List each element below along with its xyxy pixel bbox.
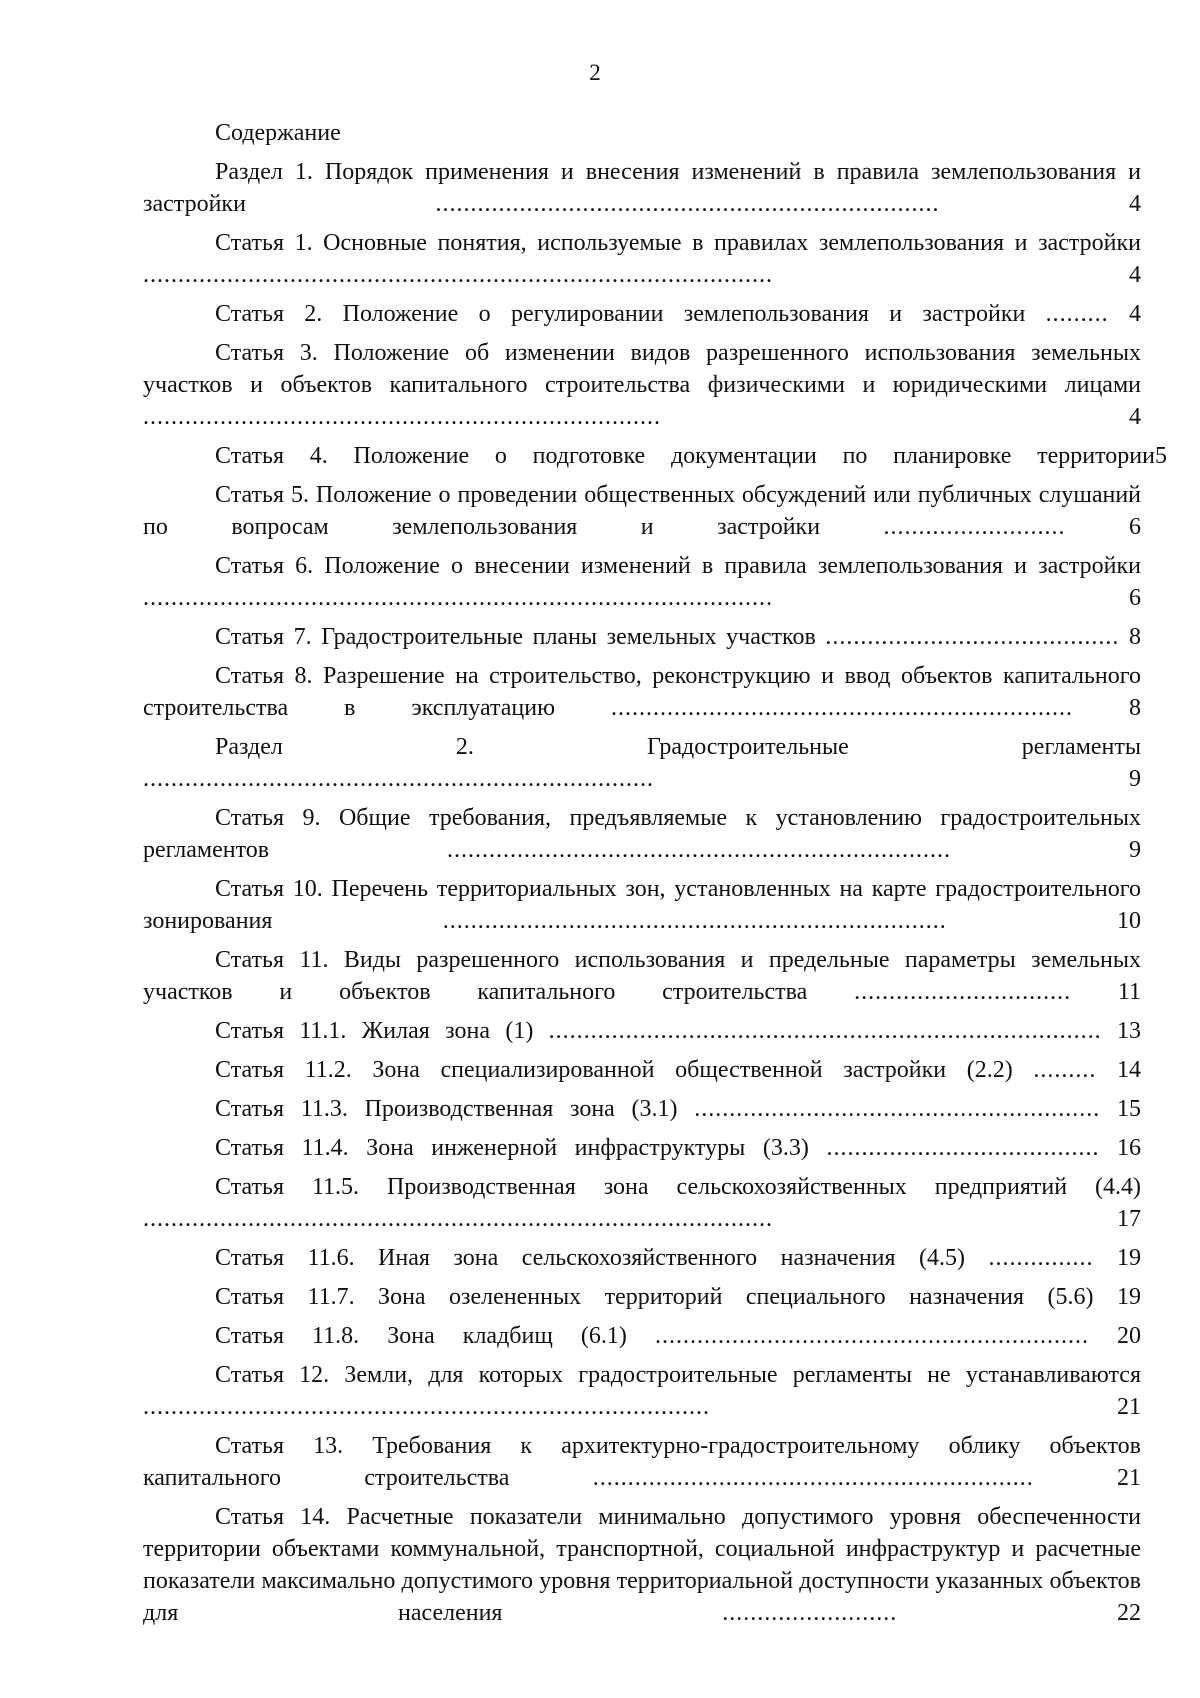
toc-entry-title: Статья 11.8. Зона кладбищ (6.1)	[215, 1323, 627, 1349]
toc-leader-dots: ..............................................................	[654, 1323, 1089, 1349]
toc-entry-title: Раздел 1. Порядок применения и внесения изменений в правила землепользования и застройки	[143, 159, 1141, 217]
page-number: 2	[589, 60, 601, 85]
toc-leader-dots: ..........................................	[825, 624, 1120, 650]
toc-entry-page: 19	[1117, 1245, 1141, 1271]
toc-leader-dots: ...............................	[854, 979, 1072, 1005]
toc-entry	[143, 1054, 1141, 1086]
toc-entry-page: 9	[1129, 766, 1141, 792]
toc-entry-title: Статья 2. Положение о регулировании землепользования и застройки	[215, 301, 1026, 327]
toc-entry-page: 16	[1117, 1135, 1142, 1161]
toc-leader-dots: ..........................	[883, 514, 1066, 540]
toc-entry-page: 6	[1129, 514, 1142, 540]
toc-leader-dots: ..........................................................	[694, 1096, 1101, 1122]
toc-entry-title: Статья 3. Положение об изменении видов разрешенного использования земельных участков и объектов капитального строительства физическими и юридическими лицами	[143, 340, 1141, 398]
toc-leader-dots: ..........................................................................................	[143, 262, 773, 288]
toc-entry-page: 14	[1117, 1057, 1141, 1083]
table-of-contents	[143, 117, 1167, 1636]
toc-leader-dots: .........	[1045, 301, 1109, 327]
toc-entry	[143, 1320, 1141, 1352]
toc-entry	[143, 227, 1141, 291]
toc-entry-title: Статья 13. Требования к архитектурно-градостроительному облику объектов капитального строительства	[143, 1433, 1141, 1491]
toc-entry-page: 4	[1129, 301, 1142, 327]
toc-leader-dots: .......................................	[826, 1135, 1100, 1161]
toc-entry-page: 13	[1117, 1018, 1142, 1044]
toc-entry-page: 21	[1117, 1394, 1141, 1420]
toc-entry-title: Статья 5. Положение о проведении общественных обсуждений или публичных слушаний по вопросам землепользования и застройки	[143, 482, 1141, 540]
toc-entry-page: 17	[1117, 1206, 1141, 1232]
toc-entry-page: 4	[1129, 404, 1141, 430]
toc-leader-dots: ........................................................................	[447, 837, 952, 863]
toc-entry	[143, 479, 1141, 543]
toc-entry	[143, 1242, 1141, 1274]
toc-leader-dots: ..........................................................................................	[143, 585, 773, 611]
toc-entry-title: Статья 11.6. Иная зона сельскохозяйственного назначения (4.5)	[215, 1245, 966, 1271]
toc-leader-dots: ........................................................................	[442, 908, 947, 934]
toc-leader-dots: .................................................................................	[143, 1394, 710, 1420]
toc-entry	[143, 337, 1141, 433]
toc-entry-page: 5	[1155, 443, 1167, 469]
toc-entry-title: Статья 11.1. Жилая зона (1)	[215, 1018, 534, 1044]
toc-entry-title: Раздел 2. Градостроительные регламенты	[215, 734, 1141, 760]
toc-entry-page: 15	[1117, 1096, 1141, 1122]
toc-entry	[143, 1093, 1141, 1125]
toc-entry	[143, 1501, 1141, 1629]
toc-entry-page: 10	[1117, 908, 1142, 934]
toc-leader-dots: .........................	[722, 1600, 898, 1626]
toc-entry-page: 4	[1129, 262, 1141, 288]
toc-entry-title: Статья 12. Земли, для которых градостроительные регламенты не устанавливаются	[215, 1362, 1141, 1388]
toc-leader-dots: .........................................................................	[143, 766, 654, 792]
toc-entry-page: 8	[1129, 624, 1142, 650]
toc-entry	[143, 802, 1141, 866]
toc-entry-title: Статья 7. Градостроительные планы земельных участков	[215, 624, 816, 650]
toc-entry	[143, 440, 1167, 472]
toc-entry	[143, 660, 1141, 724]
toc-entry-title: Статья 1. Основные понятия, используемые в правилах землепользования и застройки	[215, 230, 1141, 256]
toc-entry	[143, 1015, 1141, 1047]
toc-leader-dots: ..........................................................................	[143, 404, 661, 430]
toc-entry-page: 22	[1117, 1600, 1142, 1626]
toc-leader-dots: ...............................................................................	[548, 1018, 1102, 1044]
toc-leader-dots: ...............	[988, 1245, 1094, 1271]
toc-entry-page: 9	[1129, 837, 1141, 863]
toc-entry	[143, 298, 1141, 330]
toc-entry-title: Статья 6. Положение о внесении изменений в правила землепользования и застройки	[215, 553, 1141, 579]
toc-entry-page: 8	[1129, 695, 1142, 721]
toc-entry	[143, 944, 1141, 1008]
toc-heading: Содержание	[215, 120, 341, 146]
toc-entry-page: 19	[1117, 1284, 1141, 1310]
toc-entry-page: 21	[1117, 1465, 1142, 1491]
toc-entry	[143, 873, 1141, 937]
toc-entry-title: Статья 11.5. Производственная зона сельскохозяйственных предприятий (4.4)	[215, 1174, 1141, 1200]
toc-entry-page: 20	[1117, 1323, 1141, 1349]
toc-leader-dots: ..........................................................................................	[143, 1206, 773, 1232]
toc-leader-dots: .........	[1033, 1057, 1097, 1083]
toc-entry	[143, 156, 1141, 220]
toc-entry	[143, 1132, 1141, 1164]
toc-entry-title: Статья 8. Разрешение на строительство, реконструкцию и ввод объектов капитального строительства в эксплуатацию	[143, 663, 1141, 721]
toc-entry-title: Статья 14. Расчетные показатели минимально допустимого уровня обеспеченности территории объектами коммунальной, транспортной, социальной инфраструктур и расчетные показатели максимально допустимого уровня территориальной доступности указанных объектов для населения	[143, 1504, 1141, 1626]
toc-entry-page: 6	[1129, 585, 1141, 611]
toc-leader-dots: ..................................................................	[611, 695, 1074, 721]
toc-entry-title: Статья 10. Перечень территориальных зон, установленных на карте градостроительного зонирования	[143, 876, 1141, 934]
toc-entry	[143, 621, 1141, 653]
toc-entry-title: Статья 4. Положение о подготовке документации по планировке территории	[215, 443, 1155, 469]
toc-entry-title: Статья 11.2. Зона специализированной общественной застройки (2.2)	[215, 1057, 1013, 1083]
toc-entry	[143, 1281, 1141, 1313]
toc-entry-title: Статья 11.7. Зона озелененных территорий специального назначения (5.6)	[215, 1284, 1094, 1310]
toc-entry-title: Статья 11.4. Зона инженерной инфраструктуры (3.3)	[215, 1135, 809, 1161]
toc-leader-dots: ........................................................................	[435, 191, 940, 217]
toc-entry-title: Статья 11. Виды разрешенного использования и предельные параметры земельных участков и объектов капитального строительства	[143, 947, 1141, 1005]
toc-entry-page: 11	[1117, 979, 1141, 1005]
toc-entry	[143, 1171, 1141, 1235]
toc-entry-title: Статья 9. Общие требования, предъявляемые к установлению градостроительных регламентов	[143, 805, 1141, 863]
toc-entry-title: Статья 11.3. Производственная зона (3.1)	[215, 1096, 678, 1122]
toc-entry-page: 4	[1129, 191, 1142, 217]
toc-entry	[143, 550, 1141, 614]
toc-leader-dots: ...............................................................	[592, 1465, 1034, 1491]
toc-entry	[143, 1359, 1141, 1423]
toc-entry	[143, 731, 1141, 795]
toc-entry	[143, 1430, 1141, 1494]
